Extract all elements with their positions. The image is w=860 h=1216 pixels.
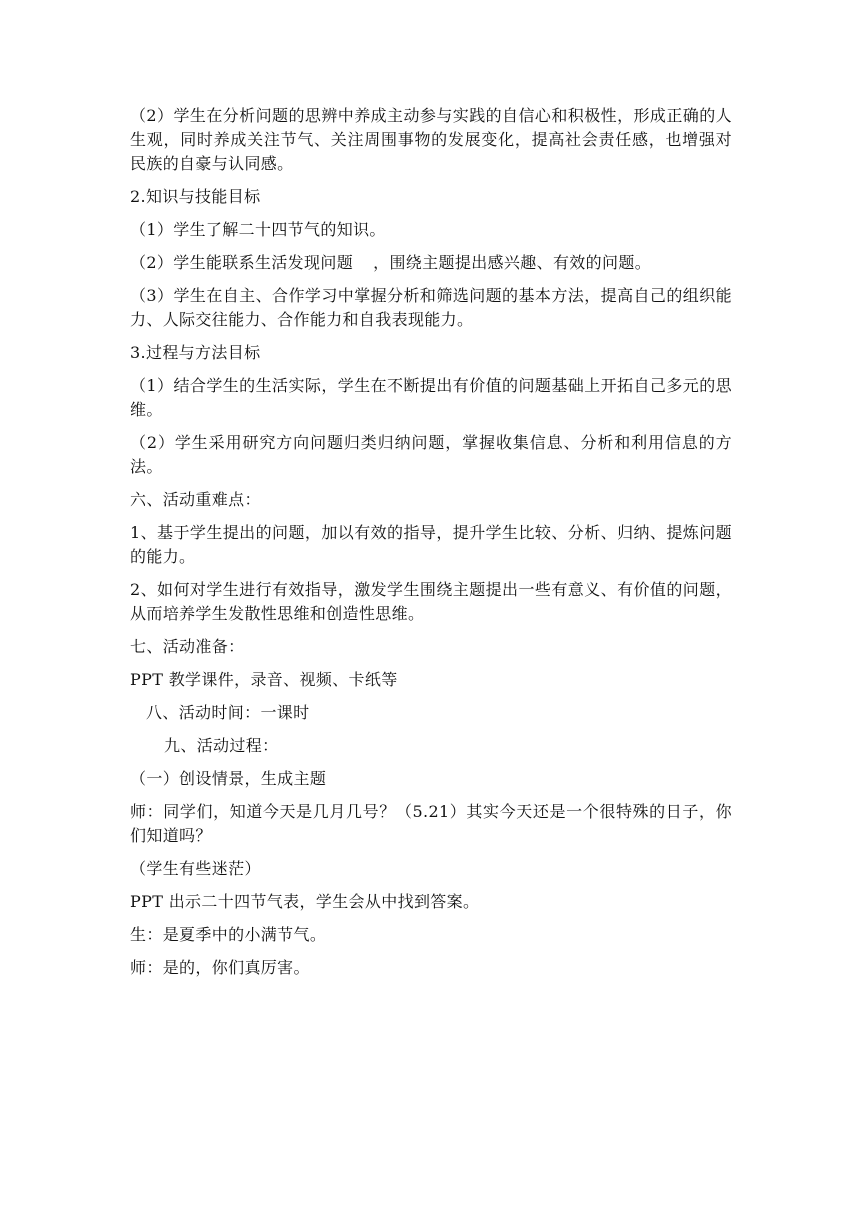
paragraph-ppt-show: PPT 出示二十四节气表，学生会从中找到答案。 [130, 892, 480, 911]
heading-process-method-goals: 3.过程与方法目标 [130, 343, 261, 362]
paragraph-preparation: PPT 教学课件，录音、视频、卡纸等 [130, 670, 398, 689]
heading-create-scene: （一）创设情景，生成主题 [130, 769, 327, 788]
paragraph-process-2: （2）学生采用研究方向问题归类归纳问题，掌握收集信息、分析和利用信息的方法。 [130, 433, 732, 476]
paragraph-knowledge-2-part-a: （2）学生能联系生活发现问题 [130, 253, 354, 272]
paragraph-goal-2: （2）学生在分析问题的思辨中养成主动参与实践的自信心和积极性，形成正确的人生观，同时养成关注节气、关注周围事物的发展变化，提高社会责任感，也增强对民族的自豪与认同感。 [130, 106, 732, 173]
heading-knowledge-skill-goals: 2.知识与技能目标 [130, 187, 261, 206]
paragraph-difficulty-1: 1、基于学生提出的问题，加以有效的指导，提升学生比较、分析、归纳、提炼问题的能力。 [130, 523, 732, 566]
heading-preparation: 七、活动准备： [130, 637, 245, 656]
heading-activity-time: 八、活动时间：一课时 [146, 703, 310, 722]
dialogue-teacher-1: 师：同学们，知道今天是几月几号？（5.21）其实今天还是一个很特殊的日子，你们知道吗？ [130, 802, 732, 845]
heading-activity-process: 九、活动过程： [164, 736, 279, 755]
paragraph-knowledge-2 [130, 251, 732, 275]
heading-key-difficulties: 六、活动重难点： [130, 490, 261, 509]
paragraph-difficulty-2: 2、如何对学生进行有效指导，激发学生围绕主题提出一些有意义、有价值的问题，从而培养学生发散性思维和创造性思维。 [130, 580, 732, 623]
paragraph-knowledge-1: （1）学生了解二十四节气的知识。 [130, 220, 386, 239]
paragraph-knowledge-2-part-b: ，围绕主题提出感兴趣、有效的问题。 [373, 253, 652, 272]
document-body [130, 104, 732, 989]
paragraph-process-1: （1）结合学生的生活实际，学生在不断提出有价值的问题基础上开拓自己多元的思维。 [130, 376, 732, 419]
dialogue-student-1: 生：是夏季中的小满节气。 [130, 925, 327, 944]
note-students-confused: （学生有些迷茫） [130, 859, 261, 878]
dialogue-teacher-2: 师：是的，你们真厉害。 [130, 958, 310, 977]
paragraph-knowledge-3: （3）学生在自主、合作学习中掌握分析和筛选问题的基本方法，提高自己的组织能力、人际交往能力、合作能力和自我表现能力。 [130, 286, 732, 329]
